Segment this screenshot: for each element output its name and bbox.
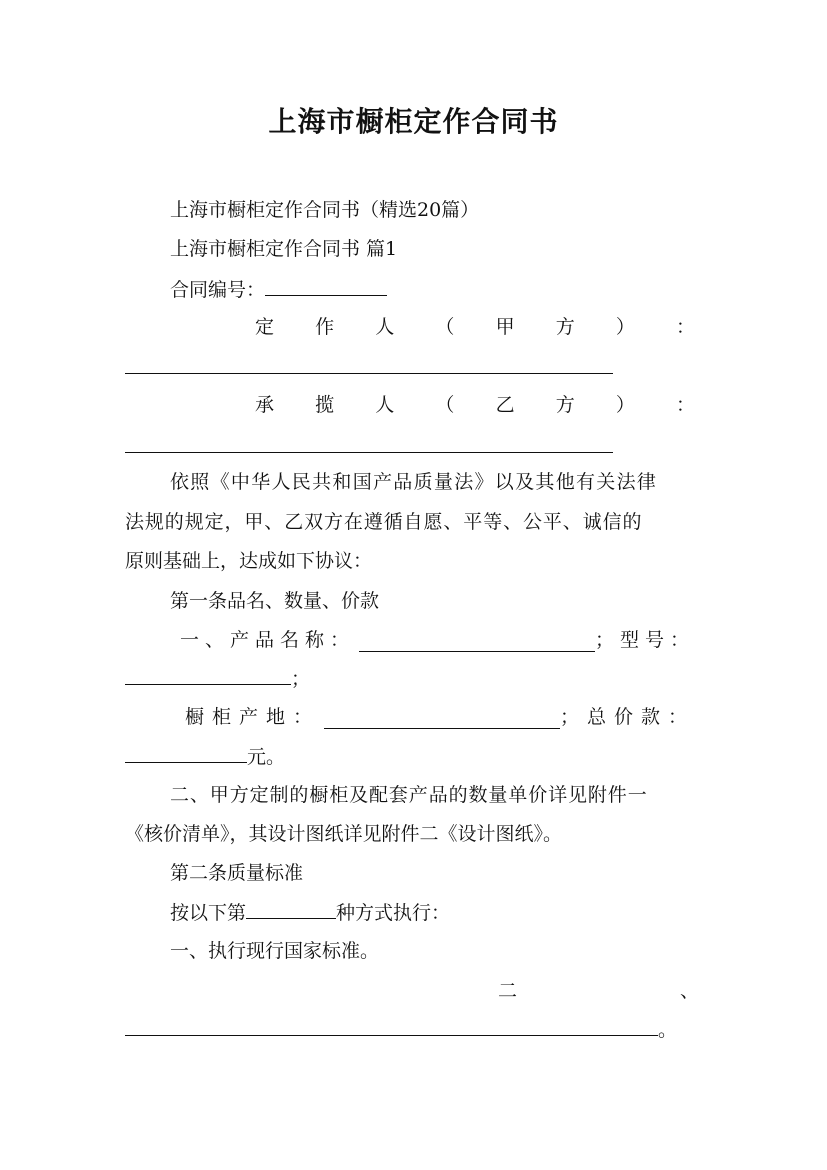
- model-line: [125, 666, 310, 691]
- document-title: 上海市橱柜定作合同书: [268, 105, 559, 138]
- appendix-line: 二、甲方定制的橱柜及配套产品的数量单价详见附件一: [170, 784, 648, 806]
- appendix-line: 《核价清单》，其设计图纸详见附件二《设计图纸》。: [125, 823, 563, 845]
- intro-line: 原则基础上，达成如下协议：: [125, 550, 373, 572]
- party-b-blank: [125, 452, 613, 453]
- total-price-unit: 元。: [247, 746, 286, 768]
- party-b-char: 揽: [315, 394, 335, 416]
- quality-option-2-number: 二: [498, 980, 518, 1002]
- quality-method-line: [170, 900, 450, 925]
- model-blank: [125, 666, 291, 685]
- contract-number-blank: [265, 277, 387, 296]
- party-a-char: 甲: [495, 316, 515, 338]
- total-price-label: ；总价款：: [559, 706, 695, 728]
- party-b-char: 乙: [495, 394, 515, 416]
- party-a-char: 作: [315, 316, 335, 338]
- quality-suffix: 种方式执行：: [336, 902, 451, 924]
- party-a-char: ：: [675, 316, 695, 338]
- intro-line: 依照《中华人民共和国产品质量法》以及其他有关法律: [170, 471, 658, 493]
- party-b-char: 承: [255, 394, 275, 416]
- quality-option-2-separator: 、: [680, 980, 700, 1002]
- intro-line: 法规的规定，甲、乙双方在遵循自愿、平等、公平、诚信的: [125, 511, 643, 533]
- party-a-char: ）: [615, 316, 635, 338]
- quality-method-blank: [246, 900, 336, 919]
- origin-blank: [324, 710, 560, 729]
- contract-number-line: [170, 277, 387, 302]
- total-price-blank: [125, 744, 247, 763]
- party-b-char: ）: [615, 394, 635, 416]
- party-b-char: 方: [555, 394, 575, 416]
- article-1-heading: 第一条品名、数量、价款: [170, 590, 380, 612]
- section-heading: 上海市橱柜定作合同书 篇1: [170, 238, 398, 260]
- quality-option-2-line: [125, 1017, 677, 1042]
- party-a-char: （: [435, 316, 455, 338]
- product-name-line: [180, 628, 695, 652]
- party-a-blank: [125, 373, 613, 374]
- party-b-char: 人: [375, 394, 395, 416]
- origin-label: 橱柜产地：: [185, 706, 321, 728]
- quality-option-1: 一、执行现行国家标准。: [170, 940, 380, 962]
- product-name-label: 一、产品名称：: [180, 629, 356, 651]
- party-a-char: 方: [555, 316, 575, 338]
- party-a-char: 定: [255, 316, 275, 338]
- subtitle: 上海市橱柜定作合同书（精选20篇）: [170, 199, 480, 221]
- quality-option-2-end: 。: [658, 1019, 678, 1041]
- party-a-char: 人: [375, 316, 395, 338]
- product-name-blank: [359, 633, 595, 652]
- total-price-line: [125, 744, 285, 769]
- quality-prefix: 按以下第: [170, 902, 247, 924]
- model-end: ；: [291, 668, 311, 690]
- party-b-line: [255, 393, 695, 417]
- article-2-heading: 第二条质量标准: [170, 862, 304, 884]
- origin-line: [185, 705, 695, 729]
- model-label: ；型号：: [594, 629, 695, 651]
- party-b-char: ：: [675, 394, 695, 416]
- quality-option-2-blank: [125, 1017, 658, 1036]
- party-a-line: [255, 315, 695, 339]
- contract-number-label: 合同编号：: [170, 279, 266, 301]
- party-b-char: （: [435, 394, 455, 416]
